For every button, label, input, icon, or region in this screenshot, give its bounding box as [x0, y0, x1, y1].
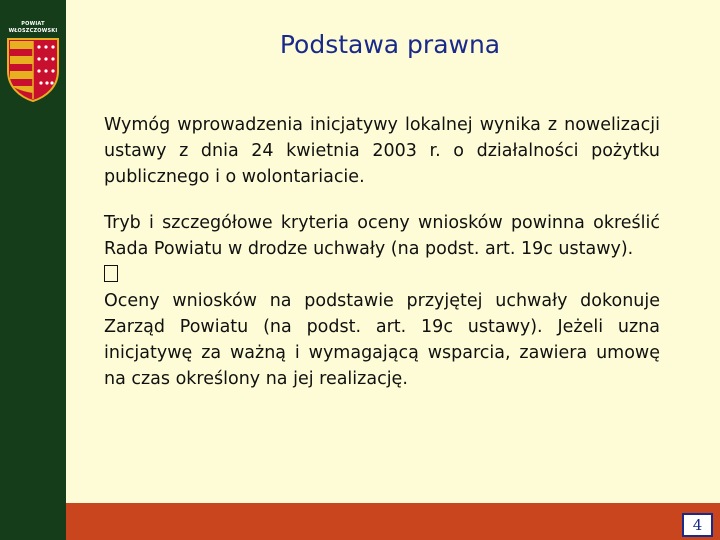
coat-of-arms-icon	[5, 37, 61, 103]
paragraph-legal-basis: Wymóg wprowadzenia inicjatywy lokalnej wynika z nowelizacji ustawy z dnia 24 kwietnia 2003 r. o działalności pożytku publicznego i o wolontariacie.	[104, 115, 660, 187]
logo-line-1: POWIAT	[21, 21, 45, 27]
paragraph-criteria: Tryb i szczegółowe kryteria oceny wniosków powinna określić Rada Powiatu w drodze uchwały (na podst. art. 19c ustawy).	[104, 213, 660, 259]
left-sidebar	[0, 0, 66, 540]
missing-glyph-icon	[104, 265, 118, 282]
slide-body	[104, 112, 660, 392]
slide-title: Podstawa prawna	[279, 30, 501, 59]
logo-line-2: WŁOSZCZOWSKI	[8, 28, 58, 34]
footer-bar	[66, 503, 720, 540]
page-number: 4	[682, 513, 713, 537]
paragraph-evaluation: Oceny wniosków na podstawie przyjętej uchwały dokonuje Zarząd Powiatu (na podst. art. 19c ustawy). Jeżeli uzna inicjatywę za ważną i wymagającą wsparcia, zawiera umowę na czas określony na jej realizację.	[104, 291, 660, 389]
bullet-row	[104, 262, 660, 288]
